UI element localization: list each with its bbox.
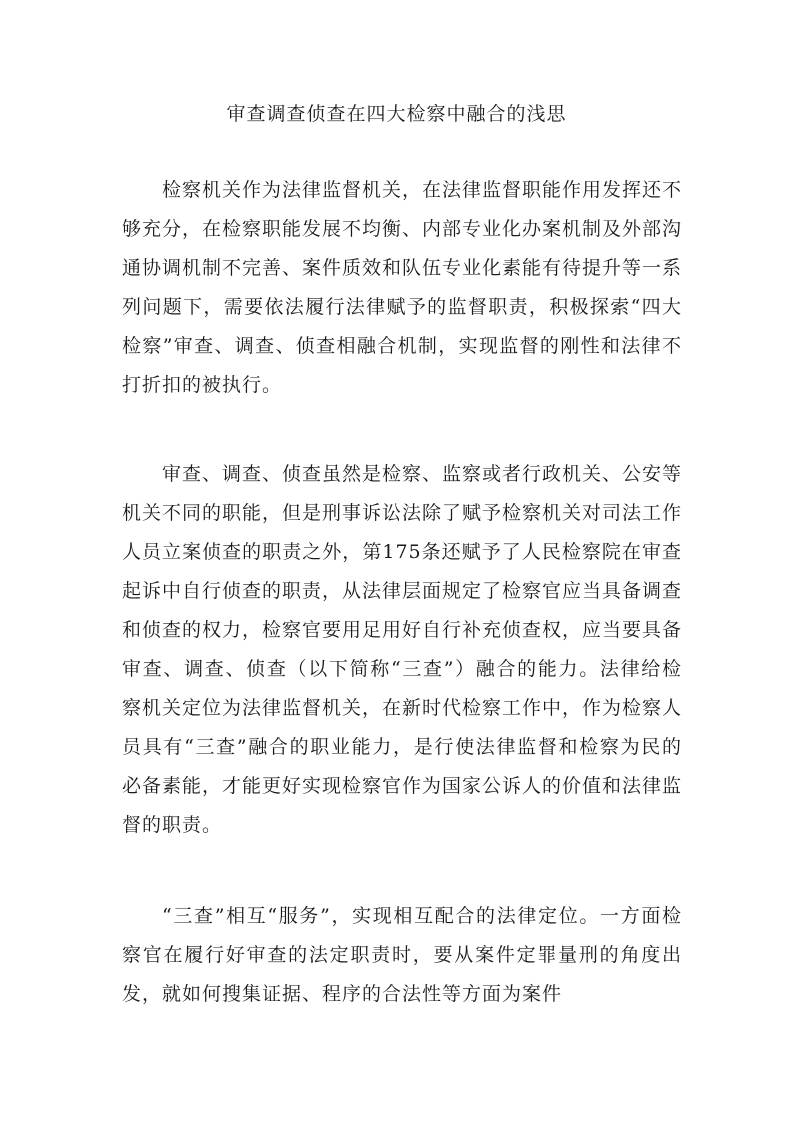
paragraph-1: 检察机关作为法律监督机关，在法律监督职能作用发挥还不够充分，在检察职能发展不均衡、内部专业化办案机制及外部沟通协调机制不完善、案件质效和队伍专业化素能有待提升等一系列问题下，需要依法履行法律赋予的监督职责，积极探索“四大检察”审查、调查、侦查相融合机制，实现监督的刚性和法律不打折扣的被执行。 xyxy=(122,179,683,396)
paragraph-3: “三查”相互“服务”，实现相互配合的法律定位。一方面检察官在履行好审查的法定职责时，要从案件定罪量刑的角度出发，就如何搜集证据、程序的合法性等方面为案件 xyxy=(122,905,682,1005)
document-title: 审查调查侦查在四大检察中融合的浅思 xyxy=(226,103,567,125)
paragraph-2: 审查、调查、侦查虽然是检察、监察或者行政机关、公安等机关不同的职能，但是刑事诉讼法除了赋予检察机关对司法工作人员立案侦查的职责之外，第175条还赋予了人民检察院在审查起诉中自行侦查的职责，从法律层面规定了检察官应当具备调查和侦查的权力，检察官要用足用好自行补充侦查权，应当要具备审查、调查、侦查（以下简称“三查”）融合的能力。法律给检察机关定位为法律监督机关，在新时代检察工作中，作为检察人员具有“三查”融合的职业能力，是行使法律监督和检察为民的必备素能，才能更好实现检察官作为国家公诉人的价值和法律监督的职责。 xyxy=(122,463,683,836)
